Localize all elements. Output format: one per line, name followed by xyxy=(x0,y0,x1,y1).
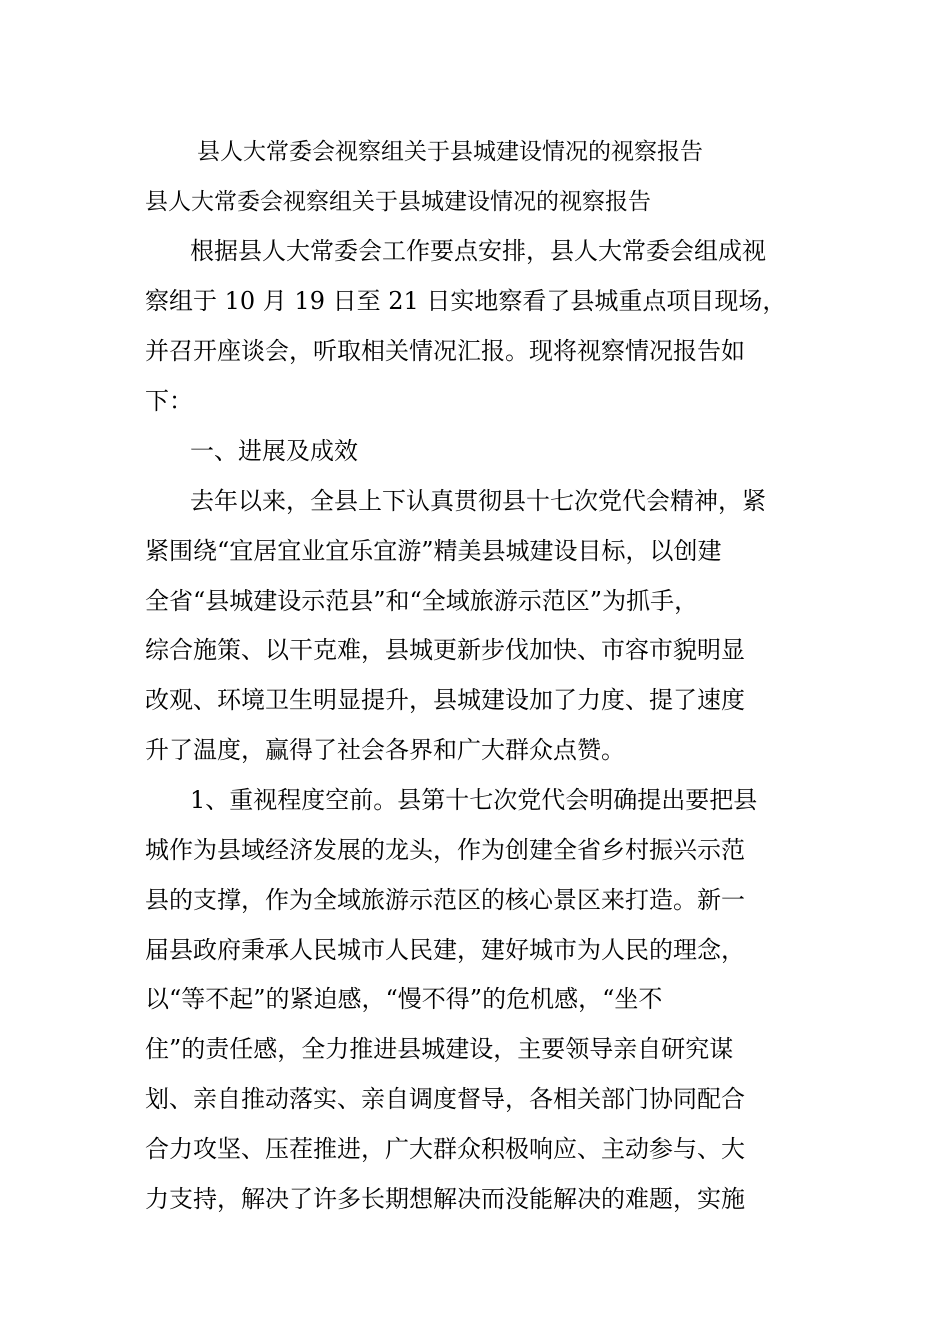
paragraph-line: 紧围绕“宜居宜业宜乐宜游”精美县城建设目标，以创建 xyxy=(145,537,722,565)
paragraph-line: 并召开座谈会，听取相关情况汇报。现将视察情况报告如 xyxy=(145,337,745,365)
paragraph-line: 全省“县城建设示范县”和“全域旅游示范区”为抓手， xyxy=(145,587,699,615)
paragraph-line: 察组于 10 月 19 日至 21 日实地察看了县城重点项目现场， xyxy=(145,287,787,315)
paragraph-line: 以“等不起”的紧迫感，“慢不得”的危机感，“坐不 xyxy=(145,985,663,1013)
document-subtitle: 县人大常委会视察组关于县城建设情况的视察报告 xyxy=(145,189,651,215)
section-heading: 一、进展及成效 xyxy=(190,437,358,465)
paragraph-line: 升了温度，赢得了社会各界和广大群众点赞。 xyxy=(145,736,625,764)
paragraph-line: 合力攻坚、压茬推进，广大群众积极响应、主动参与、大 xyxy=(145,1135,745,1163)
paragraph-line: 根据县人大常委会工作要点安排，县人大常委会组成视 xyxy=(190,237,766,265)
paragraph-line: 综合施策、以干克难，县城更新步伐加快、市容市貌明显 xyxy=(145,636,745,664)
paragraph-line: 1、重视程度空前。县第十七次党代会明确提出要把县 xyxy=(190,786,758,814)
paragraph-line: 改观、环境卫生明显提升，县城建设加了力度、提了速度 xyxy=(145,686,745,714)
paragraph-line: 力支持，解决了许多长期想解决而没能解决的难题，实施 xyxy=(145,1185,745,1213)
paragraph-line: 去年以来，全县上下认真贯彻县十七次党代会精神，紧 xyxy=(190,487,766,515)
paragraph-line: 下： xyxy=(145,387,193,415)
paragraph-line: 届县政府秉承人民城市人民建，建好城市为人民的理念， xyxy=(145,936,745,964)
paragraph-line: 划、亲自推动落实、亲自调度督导，各相关部门协同配合 xyxy=(145,1085,745,1113)
paragraph-line: 住”的责任感，全力推进县城建设，主要领导亲自研究谋 xyxy=(145,1035,734,1063)
document-title: 县人大常委会视察组关于县城建设情况的视察报告 xyxy=(197,139,703,165)
paragraph-line: 县的支撑，作为全域旅游示范区的核心景区来打造。新一 xyxy=(145,886,745,914)
paragraph-line: 城作为县域经济发展的龙头，作为创建全省乡村振兴示范 xyxy=(145,836,745,864)
